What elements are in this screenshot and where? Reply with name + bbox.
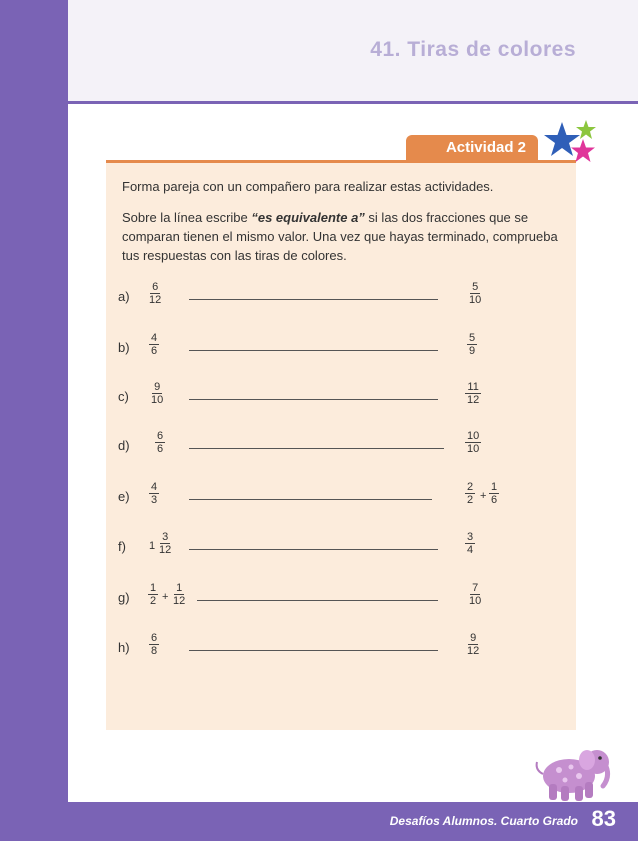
answer-line[interactable] (189, 448, 444, 449)
answer-line[interactable] (189, 650, 438, 651)
fraction-right-first (465, 481, 475, 506)
fraction-right (465, 381, 481, 406)
star-blue-icon (544, 122, 580, 156)
item-label: d) (118, 438, 130, 453)
numerator: 7 (472, 582, 479, 594)
item-e (0, 481, 638, 511)
denominator: 6 (157, 443, 164, 455)
fraction-right (467, 582, 483, 607)
item-h (0, 632, 638, 662)
item-label: f) (118, 539, 126, 554)
numerator: 5 (472, 281, 479, 293)
numerator: 2 (467, 481, 474, 493)
item-b (0, 332, 638, 362)
fraction-left (155, 430, 165, 455)
numerator: 1 (176, 582, 183, 594)
denominator: 10 (151, 394, 164, 406)
numerator: 6 (152, 281, 159, 293)
fraction-right-second (489, 481, 499, 506)
denominator: 10 (469, 294, 482, 306)
item-label: b) (118, 340, 130, 355)
denominator: 10 (469, 595, 482, 607)
answer-line[interactable] (189, 499, 432, 500)
numerator: 10 (467, 430, 480, 442)
stars-icon (536, 116, 606, 168)
denominator: 6 (491, 494, 498, 506)
numerator: 11 (467, 381, 479, 393)
fraction-left-first (148, 582, 158, 607)
fraction-left (149, 332, 159, 357)
denominator: 9 (469, 345, 476, 357)
fraction-right (467, 332, 477, 357)
intro-text: Forma pareja con un compañero para realizar estas actividades. (122, 179, 494, 194)
fraction-right (465, 632, 481, 657)
numerator: 6 (151, 632, 158, 644)
numerator: 4 (151, 332, 158, 344)
star-green-icon (576, 120, 596, 139)
fraction-left (149, 481, 159, 506)
fraction-right (467, 281, 483, 306)
fraction-left (147, 281, 163, 306)
denominator: 2 (150, 595, 157, 607)
numerator: 3 (162, 531, 169, 543)
fraction-left (149, 381, 165, 406)
denominator: 2 (467, 494, 474, 506)
item-g (0, 582, 638, 612)
fraction-left (149, 632, 159, 657)
plus-sign: + (162, 591, 169, 603)
denominator: 4 (467, 544, 474, 556)
denominator: 3 (151, 494, 158, 506)
denominator: 12 (149, 294, 162, 306)
item-d (0, 430, 638, 460)
elephant-mascot-icon (525, 740, 611, 804)
star-pink-icon (571, 139, 595, 162)
numerator: 3 (467, 531, 474, 543)
answer-line[interactable] (197, 600, 438, 601)
answer-line[interactable] (189, 299, 438, 300)
numerator: 9 (154, 381, 161, 393)
item-f (0, 531, 638, 561)
fraction-right (465, 430, 481, 455)
answer-line[interactable] (189, 549, 438, 550)
numerator: 5 (469, 332, 476, 344)
left-margin-bar (0, 0, 68, 841)
header-divider (68, 101, 638, 104)
item-label: g) (118, 590, 130, 605)
numerator: 1 (491, 481, 498, 493)
page-title: 41. Tiras de colores (370, 38, 576, 61)
numerator: 6 (157, 430, 164, 442)
numerator: 4 (151, 481, 158, 493)
whole-number: 1 (149, 540, 156, 552)
page-number: 83 (591, 806, 616, 831)
instruction-emphasis: “es equivalente a” (251, 210, 365, 225)
activity-tab: Actividad 2 (406, 135, 538, 161)
denominator: 12 (159, 544, 172, 556)
item-label: a) (118, 289, 130, 304)
denominator: 6 (151, 345, 158, 357)
instruction-text (122, 208, 568, 265)
denominator: 8 (151, 645, 158, 657)
footer-text: Desafíos Alumnos. Cuarto Grado (389, 814, 578, 828)
denominator: 12 (467, 394, 480, 406)
denominator: 12 (173, 595, 186, 607)
denominator: 10 (467, 443, 480, 455)
fraction-right (465, 531, 475, 556)
fraction-left (157, 531, 173, 556)
plus-sign: + (480, 490, 487, 502)
instruction-part1: Sobre la línea escribe (122, 210, 252, 225)
instruction-part2: si las dos fracciones que se comparan tienen el mismo valor. Una vez que hayas terminado, comprueba tus respuestas con las tiras de colores. (122, 210, 558, 263)
item-label: e) (118, 489, 130, 504)
numerator: 1 (150, 582, 157, 594)
footer-corner (68, 752, 148, 802)
answer-line[interactable] (189, 350, 438, 351)
denominator: 12 (467, 645, 480, 657)
numerator: 9 (470, 632, 477, 644)
item-label: c) (118, 389, 129, 404)
answer-line[interactable] (189, 399, 438, 400)
item-c (0, 381, 638, 411)
item-a (0, 281, 638, 311)
fraction-left-second (171, 582, 187, 607)
item-label: h) (118, 640, 130, 655)
